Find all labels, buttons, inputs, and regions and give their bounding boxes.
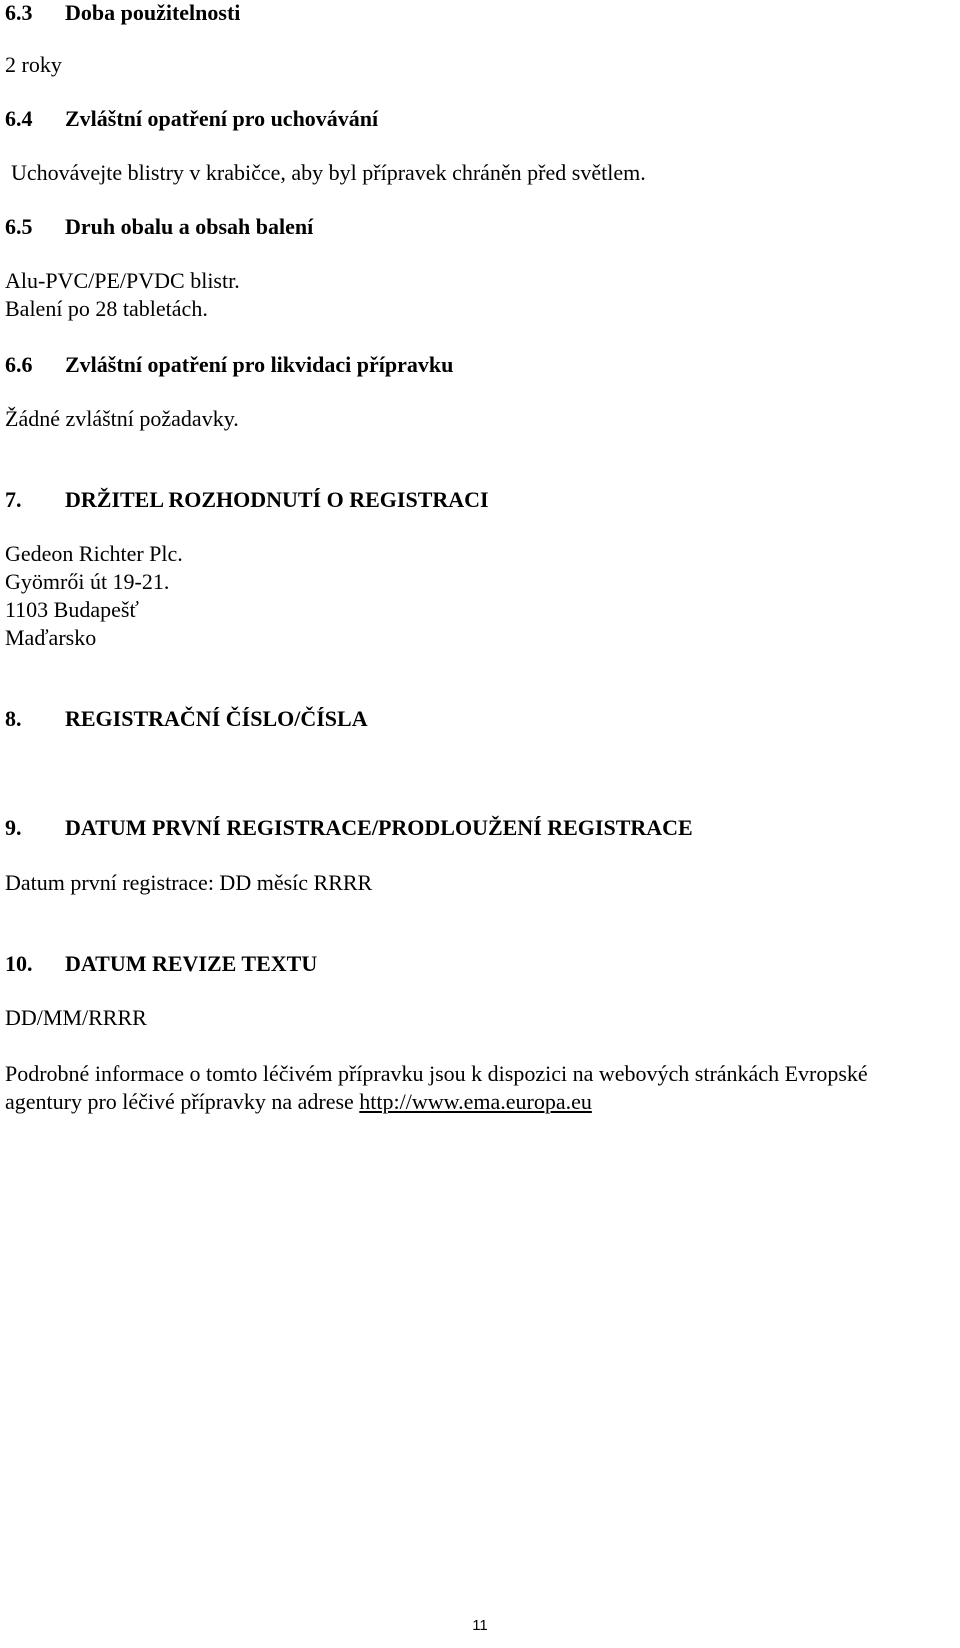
storage-text: Uchovávejte blistry v krabičce, aby byl přípravek chráněn před světlem. bbox=[11, 160, 646, 185]
section-title: DATUM REVIZE TEXTU bbox=[65, 951, 318, 976]
section-number: 6.3 bbox=[5, 0, 33, 25]
info-paragraph-line-2 bbox=[5, 1089, 592, 1115]
package-text-line-1: Alu-PVC/PE/PVDC blistr. bbox=[5, 268, 240, 293]
ema-website-link[interactable]: http://www.ema.europa.eu bbox=[359, 1089, 592, 1114]
section-9-heading bbox=[5, 815, 693, 841]
info-paragraph-prefix: agentury pro léčivé přípravky na adrese bbox=[5, 1089, 360, 1114]
section-7-heading bbox=[5, 487, 489, 513]
section-6-3-heading bbox=[5, 0, 240, 26]
section-10-heading bbox=[5, 951, 317, 977]
page-number: 11 bbox=[472, 1617, 488, 1634]
shelf-life-text: 2 roky bbox=[5, 52, 62, 77]
section-6-5-heading bbox=[5, 214, 313, 240]
section-8-heading bbox=[5, 706, 368, 732]
section-6-6-heading bbox=[5, 352, 453, 378]
section-number: 6.6 bbox=[5, 352, 33, 377]
holder-city: 1103 Budapešť bbox=[5, 597, 139, 622]
first-registration-date: Datum první registrace: DD měsíc RRRR bbox=[5, 870, 373, 895]
section-title: Zvláštní opatření pro likvidaci přípravku bbox=[65, 352, 454, 377]
section-6-4-heading bbox=[5, 106, 378, 132]
section-number: 8. bbox=[5, 706, 22, 731]
section-title: REGISTRAČNÍ ČÍSLO/ČÍSLA bbox=[65, 706, 368, 731]
section-number: 6.5 bbox=[5, 214, 33, 239]
section-number: 7. bbox=[5, 487, 22, 512]
disposal-text: Žádné zvláštní požadavky. bbox=[5, 406, 239, 431]
section-title: Zvláštní opatření pro uchovávání bbox=[65, 106, 379, 131]
holder-country: Maďarsko bbox=[5, 625, 97, 650]
section-number: 6.4 bbox=[5, 106, 33, 131]
holder-street: Gyömrői út 19-21. bbox=[5, 569, 170, 594]
section-title: Doba použitelnosti bbox=[65, 0, 241, 25]
section-number: 10. bbox=[5, 951, 33, 976]
revision-date: DD/MM/RRRR bbox=[5, 1005, 147, 1030]
section-title: DATUM PRVNÍ REGISTRACE/PRODLOUŽENÍ REGISTRACE bbox=[65, 815, 693, 840]
section-number: 9. bbox=[5, 815, 22, 840]
info-paragraph-line-1: Podrobné informace o tomto léčivém přípravku jsou k dispozici na webových stránkách Evropské bbox=[5, 1061, 868, 1086]
section-title: DRŽITEL ROZHODNUTÍ O REGISTRACI bbox=[65, 487, 489, 512]
package-text-line-2: Balení po 28 tabletách. bbox=[5, 296, 208, 321]
section-title: Druh obalu a obsah balení bbox=[65, 214, 314, 239]
holder-name: Gedeon Richter Plc. bbox=[5, 541, 183, 566]
